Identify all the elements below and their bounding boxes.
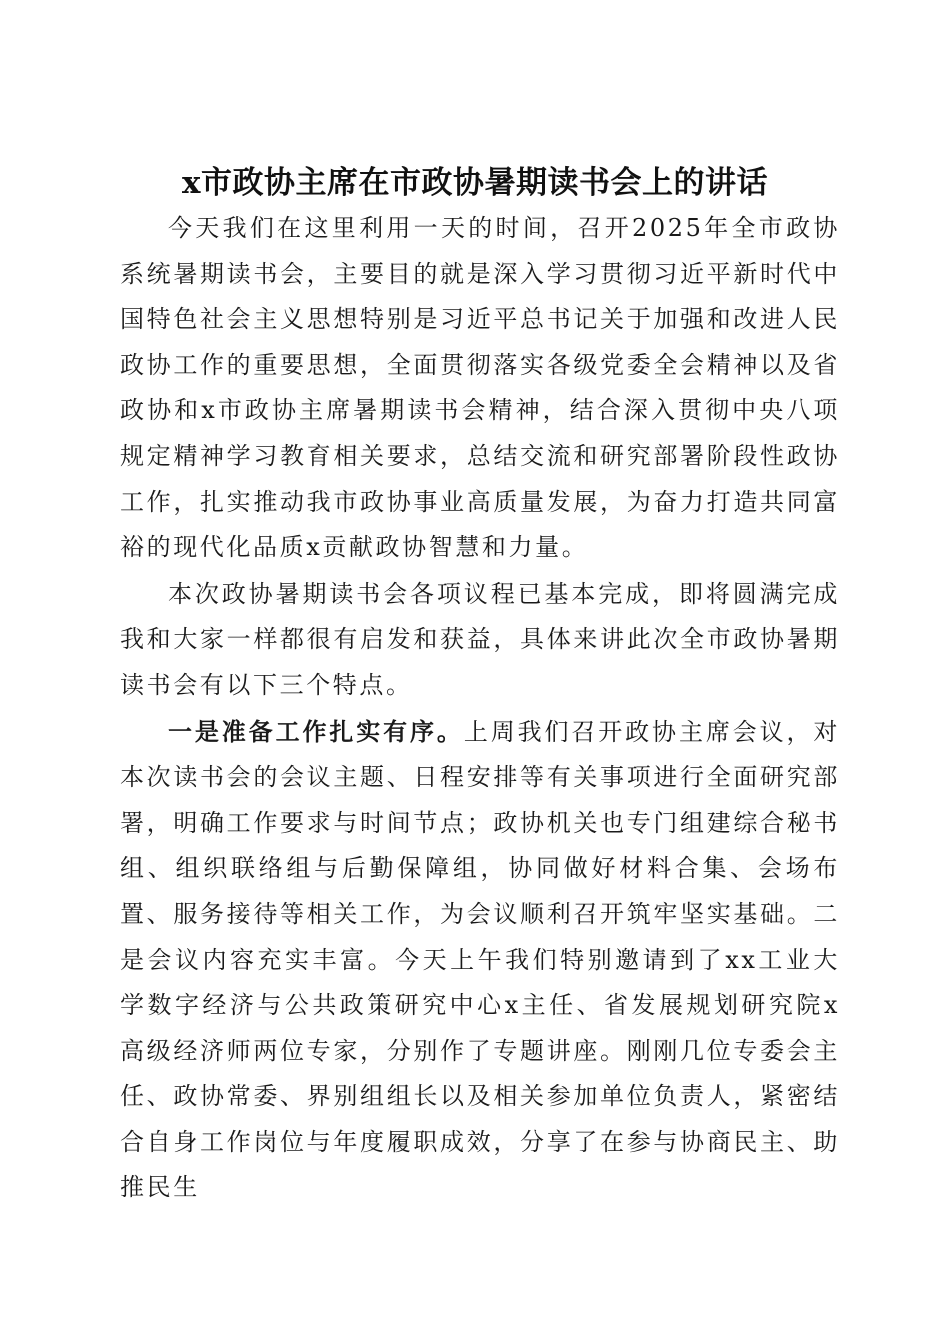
paragraph-3-lead: 一是准备工作扎实有序。 <box>168 716 464 746</box>
document-body <box>120 205 840 1211</box>
paragraph-1 <box>120 205 840 571</box>
paragraph-2 <box>120 571 840 709</box>
document-title: x市政协主席在市政协暑期读书会上的讲话 <box>182 164 768 201</box>
paragraph-3 <box>120 709 840 1212</box>
paragraph-1-text: 今天我们在这里利用一天的时间，召开2025年全市政协系统暑期读书会，主要目的就是深入学习贯彻习近平新时代中国特色社会主义思想特别是习近平总书记关于加强和改进人民政协工作的重要思想，全面贯彻落实各级党委全会精神以及省政协和x市政协主席暑期读书会精神，结合深入贯彻中央八项规定精神学习教育相关要求，总结交流和研究部署阶段性政协工作，扎实推动我市政协事业高质量发展，为奋力打造共同富裕的现代化品质x贡献政协智慧和力量。 <box>120 214 840 562</box>
paragraph-3-text: 上周我们召开政协主席会议，对本次读书会的会议主题、日程安排等有关事项进行全面研究部署，明确工作要求与时间节点；政协机关也专门组建综合秘书组、组织联络组与后勤保障组，协同做好材料合集、会场布置、服务接待等相关工作，为会议顺利召开筑牢坚实基础。二是会议内容充实丰富。今天上午我们特别邀请到了xx工业大学数字经济与公共政策研究中心x主任、省发展规划研究院x高级经济师两位专家，分别作了专题讲座。刚刚几位专委会主任、政协常委、界别组组长以及相关参加单位负责人，紧密结合自身工作岗位与年度履职成效，分享了在参与协商民主、助推民生 <box>120 717 840 1202</box>
paragraph-2-text: 本次政协暑期读书会各项议程已基本完成，即将圆满完成我和大家一样都很有启发和获益，具体来讲此次全市政协暑期读书会有以下三个特点。 <box>120 579 840 699</box>
